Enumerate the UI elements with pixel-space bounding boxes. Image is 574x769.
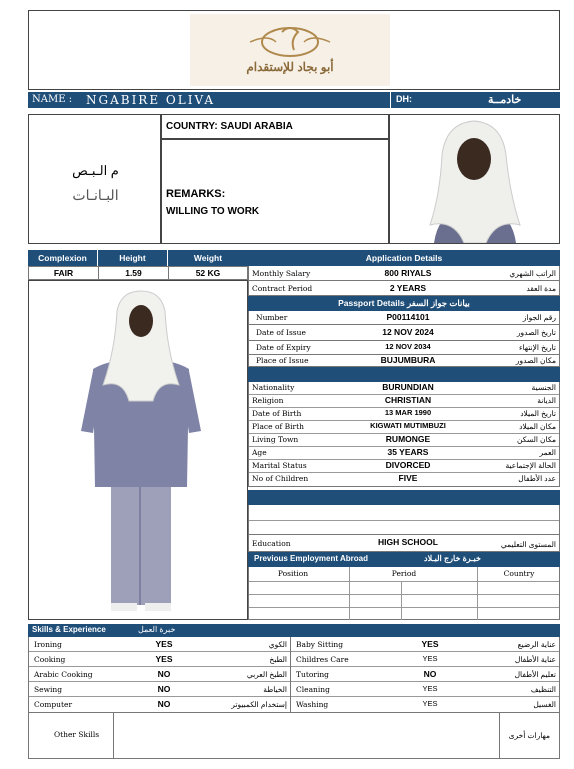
skill-value: NO <box>423 669 437 679</box>
skill-label: Arabic Cooking <box>34 670 93 679</box>
fullbody-photo <box>29 281 247 619</box>
personal-value: CHRISTIAN <box>384 395 432 405</box>
skill-row <box>29 637 290 652</box>
passport-ar-issue: تاريخ الصدور <box>516 328 556 337</box>
skill-ar: الطبخ العربي <box>246 670 287 679</box>
skill-value: YES <box>155 639 173 649</box>
skill-label: Computer <box>34 700 73 709</box>
skill-row <box>29 652 290 667</box>
country-text: COUNTRY: SAUDI ARABIA <box>166 121 293 132</box>
skill-ar: الغسيل <box>533 700 556 709</box>
personal-value: KIGWATI MUTIMBUZI <box>370 421 446 430</box>
education-ar: المستوى التعليمي <box>500 540 556 549</box>
app-ar-salary: الراتب الشهري <box>509 269 556 278</box>
personal-row <box>249 408 559 421</box>
top-left-box <box>28 114 161 244</box>
skill-row <box>291 682 559 697</box>
personal-row <box>249 434 559 447</box>
fullbody-photo-box <box>28 280 248 620</box>
skill-label: Cleaning <box>296 685 330 694</box>
personal-value: 13 MAR 1990 <box>384 408 432 417</box>
personal-label: Marital Status <box>252 461 307 470</box>
personal-ar: الحالة الإجتماعية <box>505 461 556 470</box>
education-label: Education <box>252 539 291 548</box>
skill-label: Tutoring <box>296 670 329 679</box>
skills-title: Skills & Experience <box>32 625 106 634</box>
name-bar <box>28 92 560 108</box>
remarks-label: REMARKS: <box>166 188 226 200</box>
personal-label: Religion <box>252 396 284 405</box>
skill-row <box>291 697 559 712</box>
employment-title-ar: خبـرة خارج البـلاد <box>424 554 481 563</box>
personal-label: Date of Birth <box>252 409 302 418</box>
passport-value-expiry: 12 NOV 2034 <box>385 342 431 351</box>
skill-ar: التنظيف <box>530 685 556 694</box>
personal-label: Age <box>252 448 267 457</box>
skill-row <box>29 697 290 712</box>
personal-value: BURUNDIAN <box>382 382 434 392</box>
stat-header-height: Height <box>98 250 168 266</box>
other-skills-divider <box>499 713 500 758</box>
skill-row <box>291 637 559 652</box>
skill-value: NO <box>157 684 171 694</box>
stat-header-complexion: Complexion <box>28 250 98 266</box>
row-divider <box>249 520 559 521</box>
personal-rows <box>248 382 560 487</box>
skill-label: Washing <box>296 700 329 709</box>
name-value: NGABIRE OLIVA <box>86 93 215 107</box>
education-value: HIGH SCHOOL <box>378 537 438 547</box>
skill-row <box>291 667 559 682</box>
skill-ar: الخياطة <box>263 685 287 694</box>
skill-ar: عناية الأطفال <box>514 655 556 664</box>
skill-value: YES <box>422 654 438 663</box>
passport-label-place: Place of Issue <box>256 356 309 365</box>
stats-values <box>28 266 248 280</box>
blank-rows <box>248 505 560 535</box>
left-arabic-2: البـانـات <box>72 187 119 203</box>
skill-value: YES <box>422 684 438 693</box>
personal-ar: مكان السكن <box>517 435 556 444</box>
employment-table <box>248 567 560 620</box>
application-rows <box>248 266 560 296</box>
logo-emblem-icon <box>190 14 390 86</box>
application-row <box>248 266 560 281</box>
remarks-box <box>161 139 389 244</box>
passport-ar-place: مكان الصدور <box>515 356 556 365</box>
other-skills-ar: مهارات أخرى <box>508 731 550 740</box>
skill-ar: إستخدام الكمبيوتر <box>231 700 287 709</box>
app-value-salary: 800 RIYALS <box>384 268 432 278</box>
name-bar-divider <box>390 92 391 108</box>
personal-row <box>249 460 559 473</box>
personal-label: Place of Birth <box>252 422 304 431</box>
dh-label: DH: <box>396 94 412 104</box>
skill-ar: الكوي <box>268 640 287 649</box>
skill-ar: تعليم الأطفال <box>514 670 556 679</box>
personal-row <box>249 395 559 408</box>
employment-col-period: Period <box>391 569 417 578</box>
left-arabic-1: م الـبـص <box>72 163 119 178</box>
row-divider <box>249 594 559 595</box>
personal-row <box>249 382 559 395</box>
skill-value: YES <box>421 639 439 649</box>
other-skills-label: Other Skills <box>54 730 100 739</box>
passport-row <box>248 311 560 325</box>
personal-value: FIVE <box>398 473 418 483</box>
skill-ar: الطبخ <box>269 655 287 664</box>
app-value-contract: 2 YEARS <box>389 283 427 293</box>
stats-header <box>28 250 248 266</box>
personal-label: Nationality <box>252 383 295 392</box>
portrait-photo <box>390 115 559 243</box>
employment-header <box>248 552 560 567</box>
personal-label: No of Children <box>252 474 309 483</box>
employment-title: Previous Employment Abroad <box>254 554 368 563</box>
passport-value-number: P00114101 <box>386 312 430 322</box>
application-row <box>248 281 560 296</box>
personal-row <box>249 447 559 460</box>
name-label: NAME : <box>32 94 73 105</box>
stat-header-weight: Weight <box>168 250 248 266</box>
skill-label: Sewing <box>34 685 63 694</box>
passport-label-issue: Date of Issue <box>256 328 306 337</box>
logo-text: أبو بجاد للإستقدام <box>246 60 334 74</box>
passport-row <box>248 355 560 367</box>
skill-ar: عناية الرضيع <box>517 640 556 649</box>
row-divider <box>249 607 559 608</box>
skill-row <box>29 667 290 682</box>
skills-header <box>28 624 560 637</box>
personal-row <box>249 421 559 434</box>
app-label-salary: Monthly Salary <box>252 269 311 278</box>
passport-value-place: BUJUMBURA <box>380 355 436 365</box>
row-divider <box>249 581 559 582</box>
personal-row <box>249 473 559 486</box>
passport-title: Passport Details بيانات جواز السفر <box>248 296 560 311</box>
skills-table <box>28 637 560 713</box>
other-skills-divider <box>113 713 114 758</box>
skills-title-ar: خبرة العمل <box>138 625 176 634</box>
skill-value: NO <box>157 699 171 709</box>
skill-label: Cooking <box>34 655 66 664</box>
employment-col-country: Country <box>503 569 535 578</box>
stat-height: 1.59 <box>99 267 169 279</box>
personal-value: RUMONGE <box>385 434 431 444</box>
stat-complexion: FAIR <box>29 267 99 279</box>
skill-value: YES <box>422 699 438 708</box>
dh-value: خادمــة <box>488 94 522 106</box>
col-divider <box>401 581 402 620</box>
passport-rows <box>248 311 560 367</box>
stat-weight: 52 KG <box>195 268 221 278</box>
skill-value: YES <box>155 654 173 664</box>
skill-row <box>291 652 559 667</box>
skill-row <box>29 682 290 697</box>
personal-label: Living Town <box>252 435 299 444</box>
passport-value-issue: 12 NOV 2024 <box>382 327 434 337</box>
education-row <box>248 535 560 552</box>
app-ar-contract: مدة العقد <box>526 284 556 293</box>
personal-ar: مكان الميلاد <box>519 422 556 431</box>
personal-ar: الجنسية <box>531 383 556 392</box>
country-box <box>161 114 389 139</box>
section-divider-bar <box>248 367 560 382</box>
personal-value: DIVORCED <box>385 460 431 470</box>
personal-ar: العمر <box>539 448 556 457</box>
passport-ar-expiry: تاريخ الإنتهاء <box>519 343 556 352</box>
skill-value: NO <box>157 669 171 679</box>
personal-ar: تاريخ الميلاد <box>520 409 556 418</box>
passport-row <box>248 325 560 341</box>
passport-label-number: Number <box>256 313 288 322</box>
skill-label: Baby Sitting <box>296 640 343 649</box>
employment-col-position: Position <box>277 569 309 578</box>
skill-label: Childres Care <box>296 655 349 664</box>
passport-row <box>248 341 560 355</box>
section-divider-bar <box>248 490 560 505</box>
passport-label-expiry: Date of Expiry <box>256 343 311 352</box>
personal-ar: عدد الأطفال <box>518 474 556 483</box>
portrait-box <box>389 114 560 244</box>
remarks-value: WILLING TO WORK <box>166 206 260 217</box>
other-skills-row <box>28 713 560 759</box>
skill-label: Ironing <box>34 640 62 649</box>
personal-value: 35 YEARS <box>387 447 429 457</box>
application-title: Application Details <box>248 250 560 266</box>
passport-ar-number: رقم الجواز <box>522 313 556 322</box>
personal-ar: الديانة <box>537 396 556 405</box>
app-label-contract: Contract Period <box>252 284 313 293</box>
company-logo <box>190 14 390 86</box>
